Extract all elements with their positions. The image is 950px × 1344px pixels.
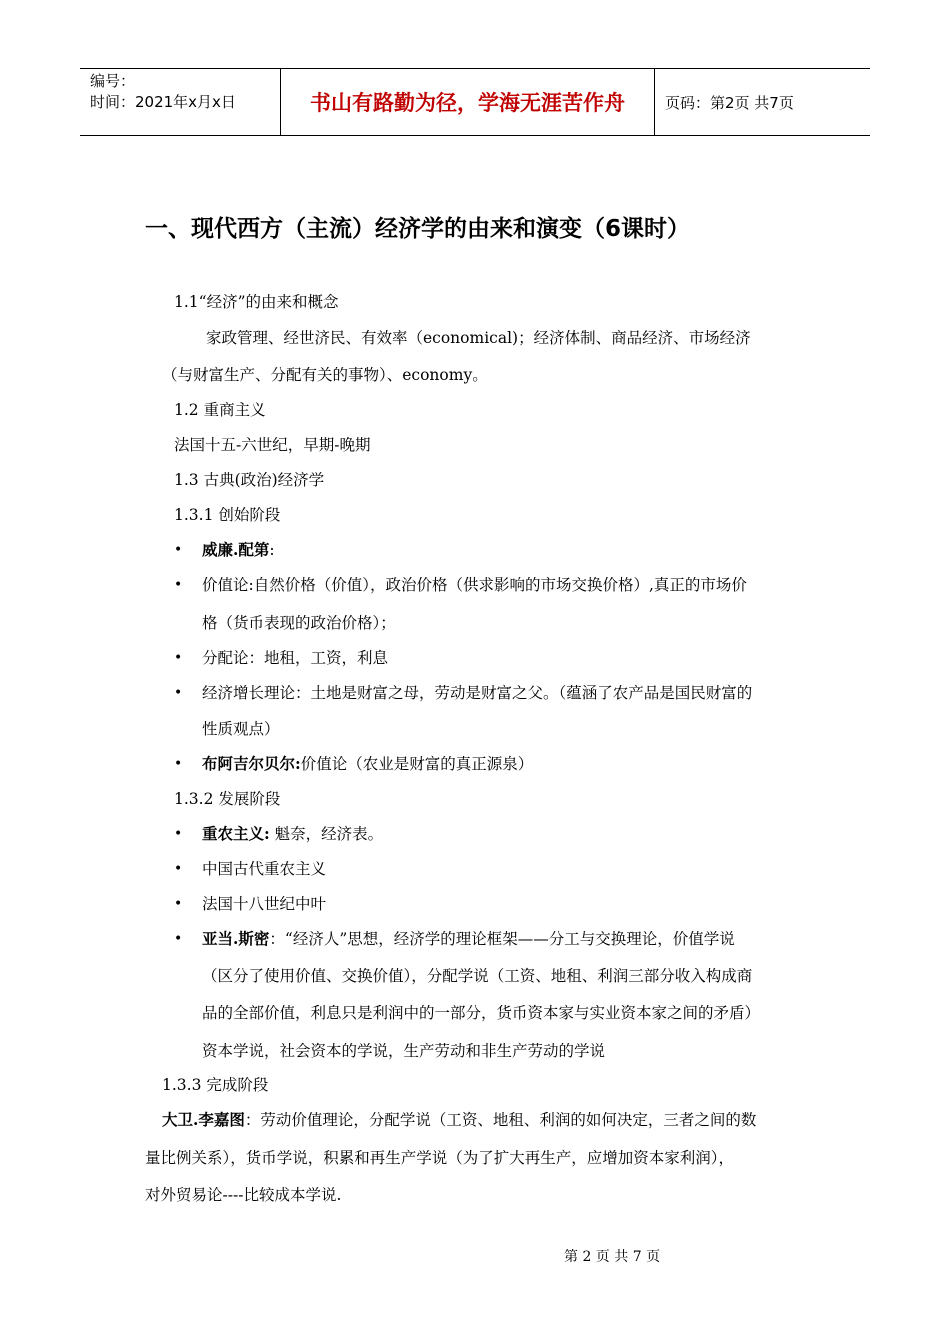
- page-header: [80, 68, 870, 136]
- text-line: [202, 540, 275, 560]
- page-footer: 第 2 页 共 7 页: [564, 1249, 661, 1265]
- header-page-info: 页码：第2页 共7页: [665, 93, 794, 112]
- text-line: 1.3.1 创始阶段: [174, 506, 281, 524]
- bullet-marker: •: [174, 577, 183, 593]
- text-line: 1.3 古典(政治)经济学: [174, 471, 325, 489]
- text-line: 分配论：地租，工资，利息: [202, 649, 389, 667]
- bullet-marker: •: [174, 650, 183, 666]
- bullet-marker: •: [174, 931, 183, 947]
- bullet-marker: •: [174, 685, 183, 701]
- text-line: 格（货币表现的政治价格）；: [202, 614, 396, 632]
- text-line: （区分了使用价值、交换价值），分配学说（工资、地租、利润三部分收入构成商: [202, 967, 753, 985]
- time-label: 时间：2021年x月x日: [90, 93, 236, 111]
- text-line: 资本学说，社会资本的学说，生产劳动和非生产劳动的学说: [202, 1042, 606, 1060]
- text-span: 魁奈，经济表。: [269, 825, 384, 843]
- bullet-marker: •: [174, 826, 183, 842]
- text-span: ：劳动价值理论，分配学说（工资、地租、利润的如何决定，三者之间的数: [244, 1111, 757, 1129]
- bold-term: 亚当.斯密: [202, 929, 270, 948]
- text-line: 量比例关系），货币学说，积累和再生产学说（为了扩大再生产，应增加资本家利润），: [145, 1149, 735, 1167]
- text-line: [202, 824, 383, 844]
- header-motto: 书山有路勤为径，学海无涯苦作舟: [281, 69, 655, 135]
- bold-term: 大卫.李嘉图: [162, 1110, 245, 1129]
- text-line: 价值论:自然价格（价值），政治价格（供求影响的市场交换价格）,真正的市场价: [202, 576, 747, 594]
- text-line: 1.1“经济”的由来和概念: [174, 293, 339, 311]
- bold-term: 布阿吉尔贝尔:: [202, 754, 301, 773]
- text-line: 经济增长理论：土地是财富之母，劳动是财富之父。（蕴涵了农产品是国民财富的: [202, 684, 753, 702]
- bold-term: 威廉.配第: [202, 540, 270, 559]
- text-span: ：“经济人”思想，经济学的理论框架——分工与交换理论，价值学说: [269, 930, 735, 948]
- bullet-marker: •: [174, 756, 183, 772]
- text-line: 中国古代重农主义: [202, 860, 327, 878]
- text-line: （与财富生产、分配有关的事物）、economy。: [162, 366, 488, 384]
- text-line: 1.3.3 完成阶段: [162, 1076, 269, 1094]
- bullet-marker: •: [174, 896, 183, 912]
- bullet-marker: •: [174, 542, 183, 558]
- section-title: 一、现代西方（主流）经济学的由来和演变（6课时）: [145, 216, 691, 242]
- bold-term: 重农主义:: [202, 824, 270, 843]
- text-line: 1.2 重商主义: [174, 401, 266, 419]
- text-line: 法国十八世纪中叶: [202, 895, 327, 913]
- text-line: 1.3.2 发展阶段: [174, 790, 281, 808]
- text-line: [162, 1110, 756, 1130]
- text-line: [202, 929, 735, 949]
- text-line: [202, 754, 533, 774]
- text-line: 对外贸易论----比较成本学说.: [145, 1186, 342, 1204]
- header-meta: [80, 69, 281, 135]
- text-line: 性质观点）: [202, 720, 280, 738]
- text-line: 法国十五-六世纪，早期-晚期: [174, 436, 371, 454]
- code-label: 编号：: [90, 72, 136, 90]
- bullet-marker: •: [174, 861, 183, 877]
- text-line: 品的全部价值，利息只是利润中的一部分，货币资本家与实业资本家之间的矛盾）: [202, 1004, 761, 1022]
- text-line: 家政管理、经世济民、有效率（economical)；经济体制、商品经济、市场经济: [206, 329, 751, 347]
- text-span: :: [269, 541, 275, 559]
- text-span: 价值论（农业是财富的真正源泉）: [300, 755, 534, 773]
